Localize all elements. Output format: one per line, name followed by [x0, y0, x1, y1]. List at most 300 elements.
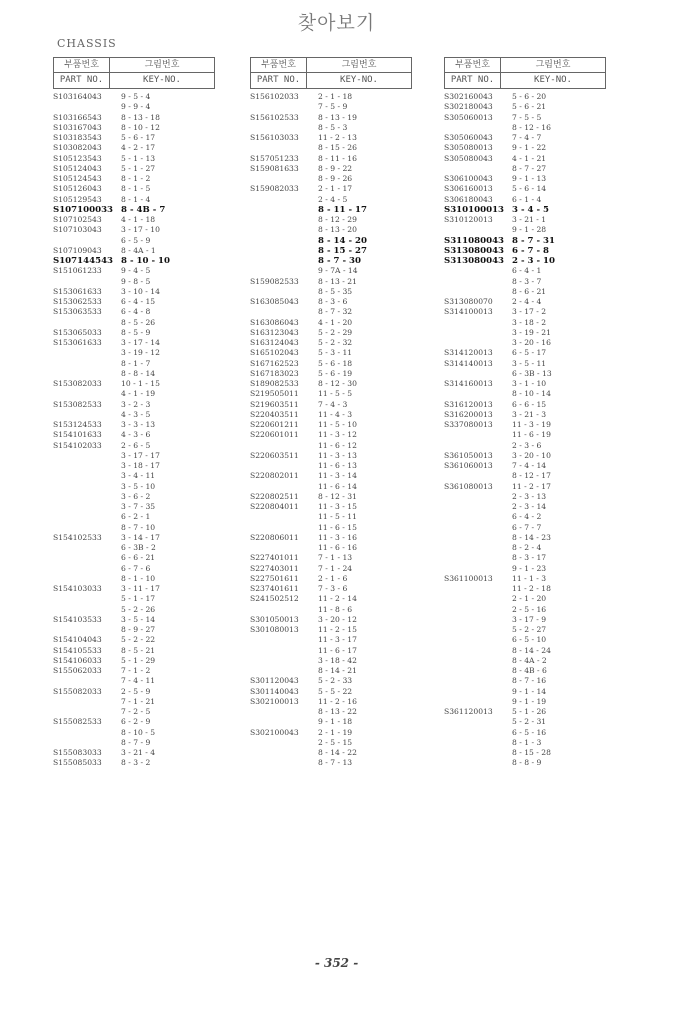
key-number: 9 - 1 - 23 — [512, 563, 547, 573]
table-row — [53, 246, 215, 256]
table-row — [444, 287, 606, 297]
table-row — [250, 584, 412, 594]
table-row — [250, 676, 412, 686]
key-number: 8 - 13 - 20 — [318, 225, 357, 235]
part-number: S301140043 — [250, 686, 299, 696]
table-row — [444, 359, 606, 369]
table-row — [53, 184, 215, 194]
key-number: 8 - 7 - 9 — [121, 737, 151, 747]
part-number: S302100043 — [250, 727, 299, 737]
table-row — [250, 482, 412, 492]
key-number: 8 - 4A - 2 — [512, 655, 547, 665]
key-number: 2 - 5 - 9 — [121, 686, 151, 696]
table-row — [444, 605, 606, 615]
table-row — [250, 123, 412, 133]
key-number: 11 - 6 - 12 — [318, 440, 357, 450]
key-number: 11 - 8 - 6 — [318, 604, 353, 614]
key-number: 7 - 5 - 5 — [512, 112, 542, 122]
table-row — [53, 348, 215, 358]
key-number: 3 - 5 - 11 — [512, 358, 547, 368]
key-number: 3 - 3 - 13 — [121, 420, 156, 429]
key-number: 3 - 17 - 2 — [512, 307, 547, 317]
key-number: 8 - 10 - 5 — [121, 727, 156, 737]
table-row — [53, 441, 215, 451]
key-number: 8 - 11 - 17 — [318, 204, 367, 215]
table-row — [444, 717, 606, 727]
key-number: 5 - 6 - 18 — [318, 358, 353, 368]
table-row — [444, 307, 606, 317]
table-row — [250, 523, 412, 533]
part-number: S241502512 — [250, 594, 299, 604]
key-number: 7 - 4 - 11 — [121, 676, 156, 686]
table-row — [250, 389, 412, 399]
key-number: 10 - 1 - 15 — [121, 379, 160, 388]
key-number: 3 - 11 - 17 — [121, 584, 160, 593]
table-row — [250, 102, 412, 112]
table-row — [250, 451, 412, 461]
table-row — [53, 266, 215, 276]
table-row — [53, 123, 215, 133]
part-number: S154101633 — [53, 430, 102, 440]
table-row — [444, 471, 606, 481]
part-number: S220403511 — [250, 409, 299, 419]
key-number: 5 - 3 - 11 — [318, 348, 353, 358]
key-number: 8 - 12 - 30 — [318, 379, 357, 388]
part-number: S306100043 — [444, 174, 493, 183]
part-number: S219505011 — [250, 389, 299, 399]
index-column-3 — [444, 57, 606, 769]
key-number: 11 - 2 - 17 — [512, 481, 551, 491]
key-number: 9 - 1 - 14 — [512, 686, 547, 696]
part-number: S156102033 — [250, 92, 299, 101]
key-number: 5 - 2 - 33 — [318, 676, 353, 686]
key-number: 11 - 5 - 11 — [318, 512, 357, 522]
key-number: 5 - 6 - 17 — [121, 133, 156, 142]
table-row — [250, 728, 412, 738]
part-number: S305060043 — [444, 133, 493, 142]
key-number: 6 - 4 - 2 — [512, 512, 542, 522]
table-row — [250, 471, 412, 481]
part-number: S227403011 — [250, 563, 299, 573]
table-row — [53, 687, 215, 697]
key-number: 8 - 1 - 2 — [121, 174, 151, 183]
key-number: 6 - 6 - 15 — [512, 399, 547, 409]
key-number: 6 - 7 - 6 — [121, 563, 151, 573]
key-number: 8 - 12 - 17 — [512, 471, 551, 481]
key-number: 11 - 3 - 15 — [318, 502, 357, 511]
table-row — [444, 133, 606, 143]
key-number: 8 - 1 - 7 — [121, 358, 151, 368]
table-row — [444, 102, 606, 112]
key-number: 2 - 6 - 5 — [121, 440, 151, 450]
key-number: 8 - 10 - 12 — [121, 122, 160, 132]
part-number: S302160043 — [444, 92, 493, 101]
key-number: 5 - 2 - 32 — [318, 338, 353, 347]
key-number: 2 - 4 - 5 — [318, 194, 348, 204]
table-row — [53, 154, 215, 164]
part-number: S361120013 — [444, 707, 493, 716]
key-number: 11 - 3 - 17 — [318, 635, 357, 645]
table-row — [250, 625, 412, 635]
table-row — [444, 205, 606, 215]
key-number: 8 - 1 - 3 — [512, 737, 542, 747]
table-row — [444, 420, 606, 430]
key-number: 5 - 6 - 20 — [512, 92, 547, 101]
key-number: 3 - 21 - 4 — [121, 748, 156, 757]
part-number: S153062533 — [53, 297, 102, 306]
key-number: 8 - 13 - 22 — [318, 707, 357, 716]
table-row — [444, 564, 606, 574]
part-number: S153082533 — [53, 399, 102, 409]
part-number: S154104043 — [53, 635, 102, 645]
part-number: S361080013 — [444, 481, 493, 491]
header-key-en: KEY-NO. — [307, 72, 411, 87]
table-row — [53, 359, 215, 369]
table-row — [250, 174, 412, 184]
key-number: 9 - 1 - 13 — [512, 174, 547, 183]
table-row — [250, 574, 412, 584]
section-label: CHASSIS — [57, 37, 117, 50]
table-row — [250, 379, 412, 389]
part-number: S103082043 — [53, 143, 102, 153]
part-number: S220603511 — [250, 450, 299, 460]
part-number: S167162523 — [250, 358, 299, 368]
table-row — [53, 584, 215, 594]
key-number: 11 - 4 - 3 — [318, 409, 353, 419]
table-row — [250, 533, 412, 543]
part-number: S155062033 — [53, 666, 102, 675]
key-number: 8 - 13 - 18 — [121, 112, 160, 122]
table-row — [444, 184, 606, 194]
key-number: 3 - 19 - 21 — [512, 327, 551, 337]
key-number: 5 - 1 - 29 — [121, 655, 156, 665]
key-number: 2 - 3 - 6 — [512, 440, 542, 450]
header-part-kr: 부품번호 — [64, 60, 99, 70]
part-number: S314160013 — [444, 379, 493, 388]
table-row — [250, 205, 412, 215]
table-row — [444, 225, 606, 235]
key-number: 9 - 1 - 22 — [512, 143, 547, 153]
table-row — [53, 143, 215, 153]
table-row — [444, 502, 606, 512]
part-number: S301050013 — [250, 614, 299, 624]
key-number: 8 - 1 - 4 — [121, 194, 151, 204]
table-row — [53, 236, 215, 246]
table-row — [444, 574, 606, 584]
key-number: 7 - 4 - 14 — [512, 461, 547, 470]
part-number: S227501611 — [250, 573, 299, 583]
table-row — [444, 758, 606, 768]
part-number: S154102533 — [53, 532, 102, 542]
part-number: S314100013 — [444, 307, 493, 317]
part-number: S154102033 — [53, 440, 102, 450]
table-row — [53, 102, 215, 112]
index-column-2 — [250, 57, 412, 769]
table-row — [250, 615, 412, 625]
index-rows — [250, 92, 412, 769]
table-row — [250, 656, 412, 666]
part-number: S310120013 — [444, 215, 493, 224]
key-number: 8 - 14 - 23 — [512, 532, 551, 542]
part-number: S155082533 — [53, 717, 102, 727]
key-number: 3 - 18 - 17 — [121, 461, 160, 470]
key-number: 4 - 1 - 19 — [121, 389, 156, 399]
table-row — [53, 625, 215, 635]
table-row — [250, 164, 412, 174]
key-number: 2 - 5 - 15 — [318, 737, 353, 747]
table-row — [444, 523, 606, 533]
key-number: 7 - 2 - 5 — [121, 707, 151, 716]
part-number: S227401011 — [250, 553, 299, 563]
key-number: 2 - 1 - 6 — [318, 573, 348, 583]
part-number: S314120013 — [444, 348, 493, 358]
table-row — [250, 738, 412, 748]
table-row — [53, 113, 215, 123]
part-number: S163085043 — [250, 297, 299, 306]
key-number: 3 - 5 - 14 — [121, 614, 156, 624]
table-row — [250, 594, 412, 604]
part-number: S220802011 — [250, 471, 299, 481]
table-row — [250, 441, 412, 451]
part-number: S153061633 — [53, 338, 102, 347]
table-row — [53, 133, 215, 143]
table-row — [250, 369, 412, 379]
table-row — [444, 154, 606, 164]
part-number: S313080070 — [444, 297, 493, 306]
key-number: 8 - 7 - 10 — [121, 522, 156, 532]
key-number: 3 - 7 - 35 — [121, 502, 156, 511]
key-number: 8 - 2 - 4 — [512, 543, 542, 552]
table-row — [250, 461, 412, 471]
part-number: S219603511 — [250, 399, 299, 409]
key-number: 3 - 2 - 3 — [121, 399, 151, 409]
table-row — [53, 492, 215, 502]
table-row — [444, 195, 606, 205]
key-number: 6 - 4 - 15 — [121, 297, 156, 306]
key-number: 5 - 1 - 17 — [121, 594, 156, 604]
part-number: S153124533 — [53, 420, 102, 429]
table-row — [53, 717, 215, 727]
key-number: 8 - 15 - 26 — [318, 143, 357, 153]
table-row — [53, 195, 215, 205]
part-number: S361100013 — [444, 573, 493, 583]
table-row — [53, 277, 215, 287]
part-number: S156102533 — [250, 112, 299, 122]
table-row — [444, 461, 606, 471]
part-number: S107144543 — [53, 256, 114, 266]
table-row — [53, 512, 215, 522]
key-number: 8 - 7 - 16 — [512, 676, 547, 686]
key-number: 2 - 1 - 19 — [318, 727, 353, 737]
table-row — [250, 359, 412, 369]
key-number: 8 - 12 - 29 — [318, 215, 357, 224]
table-row — [250, 277, 412, 287]
part-number: S302180043 — [444, 102, 493, 112]
table-row — [444, 338, 606, 348]
part-number: S310100013 — [444, 204, 505, 215]
table-row — [250, 92, 412, 102]
key-number: 3 - 6 - 2 — [121, 491, 151, 501]
key-number: 8 - 14 - 24 — [512, 645, 551, 655]
key-number: 6 - 7 - 8 — [512, 245, 550, 256]
table-row — [444, 666, 606, 676]
table-row — [250, 246, 412, 256]
header-part-en: PART NO. — [251, 72, 306, 87]
table-row — [444, 277, 606, 287]
key-number: 3 - 21 - 3 — [512, 409, 547, 419]
key-number: 4 - 1 - 21 — [512, 153, 547, 163]
table-row — [53, 338, 215, 348]
table-row — [53, 379, 215, 389]
key-number: 11 - 2 - 13 — [318, 133, 357, 142]
table-header — [250, 57, 412, 89]
key-number: 3 - 10 - 14 — [121, 286, 160, 296]
header-part-en: PART NO. — [54, 72, 109, 87]
table-row — [53, 256, 215, 266]
table-row — [53, 287, 215, 297]
table-row — [250, 297, 412, 307]
key-number: 5 - 6 - 21 — [512, 102, 547, 112]
key-number: 8 - 9 - 27 — [121, 625, 156, 634]
table-row — [53, 523, 215, 533]
part-number: S305080043 — [444, 153, 493, 163]
header-key-kr: 그림번호 — [144, 60, 180, 70]
key-number: 4 - 1 - 20 — [318, 317, 353, 327]
table-row — [250, 154, 412, 164]
table-row — [444, 676, 606, 686]
part-number: S237401611 — [250, 584, 299, 593]
part-number: S105126043 — [53, 184, 102, 194]
key-number: 2 - 1 - 18 — [318, 92, 353, 101]
key-number: 8 - 15 - 28 — [512, 748, 551, 757]
table-row — [53, 697, 215, 707]
part-number: S105123543 — [53, 153, 102, 163]
key-number: 3 - 20 - 12 — [318, 614, 357, 624]
key-number: 8 - 12 - 16 — [512, 122, 551, 132]
key-number: 5 - 2 - 26 — [121, 604, 156, 614]
table-row — [250, 758, 412, 768]
key-number: 8 - 15 - 27 — [318, 245, 367, 256]
part-number: S301080013 — [250, 625, 299, 634]
table-row — [53, 615, 215, 625]
table-row — [250, 420, 412, 430]
key-number: 8 - 4A - 1 — [121, 245, 156, 255]
key-number: 4 - 1 - 18 — [121, 215, 156, 224]
table-row — [53, 389, 215, 399]
table-row — [444, 318, 606, 328]
key-number: 3 - 20 - 16 — [512, 338, 551, 347]
key-number: 9 - 4 - 5 — [121, 266, 151, 276]
key-number: 11 - 3 - 16 — [318, 532, 357, 542]
key-number: 6 - 7 - 7 — [512, 522, 542, 532]
key-number: 11 - 3 - 19 — [512, 420, 551, 429]
key-number: 2 - 3 - 10 — [512, 256, 556, 266]
key-number: 8 - 3 - 6 — [318, 297, 348, 306]
key-number: 3 - 18 - 42 — [318, 655, 357, 665]
table-row — [444, 451, 606, 461]
part-number: S153065033 — [53, 327, 102, 337]
table-row — [250, 195, 412, 205]
part-number: S311080043 — [444, 235, 505, 246]
table-row — [444, 615, 606, 625]
key-number: 7 - 4 - 3 — [318, 399, 348, 409]
header-key-kr: 그림번호 — [535, 60, 571, 70]
part-number: S155083033 — [53, 748, 102, 757]
header-key-en: KEY-NO. — [110, 72, 214, 87]
table-row — [250, 512, 412, 522]
part-number: S301120043 — [250, 676, 299, 686]
table-row — [53, 676, 215, 686]
key-number: 5 - 2 - 31 — [512, 717, 547, 727]
key-number: 6 - 3B - 2 — [121, 543, 156, 552]
part-number: S163123043 — [250, 327, 299, 337]
table-row — [444, 123, 606, 133]
part-number: S337080013 — [444, 420, 493, 429]
key-number: 8 - 4B - 6 — [512, 666, 547, 675]
key-number: 8 - 3 - 17 — [512, 553, 547, 563]
table-row — [444, 584, 606, 594]
part-number: S105129543 — [53, 194, 102, 204]
key-number: 8 - 5 - 3 — [318, 122, 348, 132]
key-number: 7 - 1 - 21 — [121, 696, 156, 706]
key-number: 3 - 4 - 11 — [121, 471, 156, 481]
part-number: S220806011 — [250, 532, 299, 542]
key-number: 4 - 3 - 5 — [121, 409, 151, 419]
key-number: 5 - 2 - 27 — [512, 625, 547, 634]
key-number: 11 - 6 - 14 — [318, 481, 357, 491]
part-number: S154105533 — [53, 645, 102, 655]
table-row — [444, 266, 606, 276]
key-number: 11 - 6 - 19 — [512, 430, 551, 440]
part-number: S107109043 — [53, 245, 102, 255]
part-number: S220804011 — [250, 502, 299, 511]
key-number: 9 - 1 - 28 — [512, 225, 547, 235]
table-row — [53, 758, 215, 768]
table-row — [444, 697, 606, 707]
key-number: 7 - 4 - 7 — [512, 133, 542, 142]
key-number: 6 - 6 - 21 — [121, 553, 156, 563]
key-number: 11 - 3 - 12 — [318, 430, 357, 440]
key-number: 9 - 1 - 18 — [318, 717, 353, 727]
table-row — [250, 410, 412, 420]
table-row — [444, 748, 606, 758]
key-number: 8 - 14 - 21 — [318, 666, 357, 675]
key-number: 6 - 4 - 1 — [512, 266, 542, 276]
table-row — [53, 400, 215, 410]
key-number: 11 - 5 - 10 — [318, 420, 357, 429]
key-number: 2 - 4 - 4 — [512, 297, 542, 306]
key-number: 5 - 2 - 29 — [318, 327, 353, 337]
part-number: S306180043 — [444, 194, 493, 204]
key-number: 6 - 2 - 1 — [121, 512, 151, 522]
header-part-kr: 부품번호 — [261, 60, 296, 70]
part-number: S103164043 — [53, 92, 102, 101]
key-number: 5 - 2 - 22 — [121, 635, 156, 645]
key-number: 7 - 1 - 24 — [318, 563, 353, 573]
table-row — [250, 687, 412, 697]
table-row — [444, 113, 606, 123]
table-row — [53, 656, 215, 666]
part-number: S165102043 — [250, 348, 299, 358]
table-row — [250, 266, 412, 276]
table-row — [250, 666, 412, 676]
part-number: S220601211 — [250, 420, 299, 429]
part-number: S305080013 — [444, 143, 493, 153]
part-number: S157051233 — [250, 153, 299, 163]
table-row — [444, 215, 606, 225]
table-row — [444, 430, 606, 440]
key-number: 8 - 1 - 10 — [121, 573, 156, 583]
